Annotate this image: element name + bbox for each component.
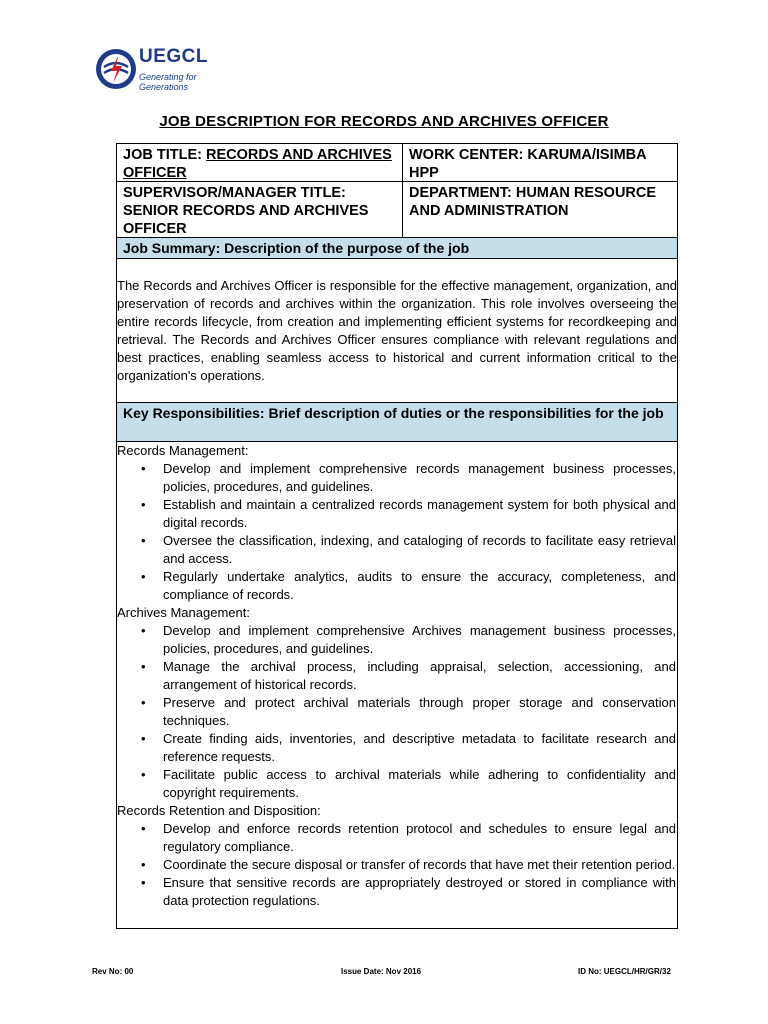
job-summary-text: The Records and Archives Officer is responsible for the effective management, organization, and preservation of records and archives within the organization. This role involves overseeing the entire records lifecycle, from creation and implementing efficient systems for recordkeeping and retrieval. The Records and Archives Officer ensures compliance with relevant regulations and best practices, enabling seamless access to historical and current information critical to the organization's operations. [117, 278, 677, 383]
document-title: JOB DESCRIPTION FOR RECORDS AND ARCHIVES OFFICER [159, 113, 609, 130]
list-item: • Develop and implement comprehensive records management business processes, policies, procedures, and guidelines. [117, 460, 676, 496]
list-item: • Develop and implement comprehensive Archives management business processes, policies, procedures, and guidelines. [117, 622, 676, 658]
job-title-cell [117, 144, 403, 181]
department-cell: DEPARTMENT: HUMAN RESOURCE AND ADMINISTRATION [409, 185, 657, 219]
company-logo [94, 44, 224, 94]
responsibilities-list [117, 442, 677, 910]
logo-tagline: Generating for Generations [139, 72, 197, 92]
key-responsibilities-header: Key Responsibilities: Brief description of duties or the responsibilities for the job [117, 402, 677, 442]
section-title: Records Management: [117, 443, 249, 458]
supervisor-row [117, 182, 677, 238]
job-summary-header: Job Summary: Description of the purpose of the job [117, 237, 677, 259]
list-item: • Preserve and protect archival materials through proper storage and conservation techniques. [117, 694, 676, 730]
logo-wordmark: UEGCL [139, 46, 208, 67]
logo-emblem-icon [94, 47, 138, 91]
section-title: Records Retention and Disposition: [117, 803, 321, 818]
job-title-label: JOB TITLE: [123, 147, 206, 163]
list-item: • Create finding aids, inventories, and descriptive metadata to facilitate research and reference requests. [117, 730, 676, 766]
list-item: • Oversee the classification, indexing, and cataloging of records to facilitate easy retrieval and access. [117, 532, 676, 568]
job-description-table [116, 143, 678, 929]
list-item: • Develop and enforce records retention protocol and schedules to ensure legal and regulatory compliance. [117, 820, 676, 856]
footer-issue-date: Issue Date: Nov 2016 [341, 967, 422, 976]
footer-rev-no: Rev No: 00 [92, 967, 134, 976]
archives-management-list [117, 622, 676, 802]
job-title-value: RECORDS AND ARCHIVES OFFICER [123, 147, 392, 181]
list-item: • Establish and maintain a centralized records management system for both physical and digital records. [117, 496, 676, 532]
section-title: Archives Management: [117, 605, 250, 620]
list-item: • Coordinate the secure disposal or transfer of records that have met their retention period. [117, 856, 676, 874]
list-item: • Regularly undertake analytics, audits to ensure the accuracy, completeness, and compliance of records. [117, 568, 676, 604]
records-management-list [117, 460, 676, 604]
list-item: • Facilitate public access to archival materials while adhering to confidentiality and copyright requirements. [117, 766, 676, 802]
list-item: • Ensure that sensitive records are appropriately destroyed or stored in compliance with data protection regulations. [117, 874, 676, 910]
retention-disposition-list [117, 820, 676, 910]
list-item: • Manage the archival process, including appraisal, selection, accessioning, and arrangement of historical records. [117, 658, 676, 694]
job-title-row [117, 144, 677, 182]
supervisor-cell: SUPERVISOR/MANAGER TITLE: SENIOR RECORDS AND ARCHIVES OFFICER [117, 182, 403, 238]
footer-id-no: ID No: UEGCL/HR/GR/32 [578, 967, 671, 976]
work-center-cell: WORK CENTER: KARUMA/ISIMBA HPP [409, 147, 647, 181]
